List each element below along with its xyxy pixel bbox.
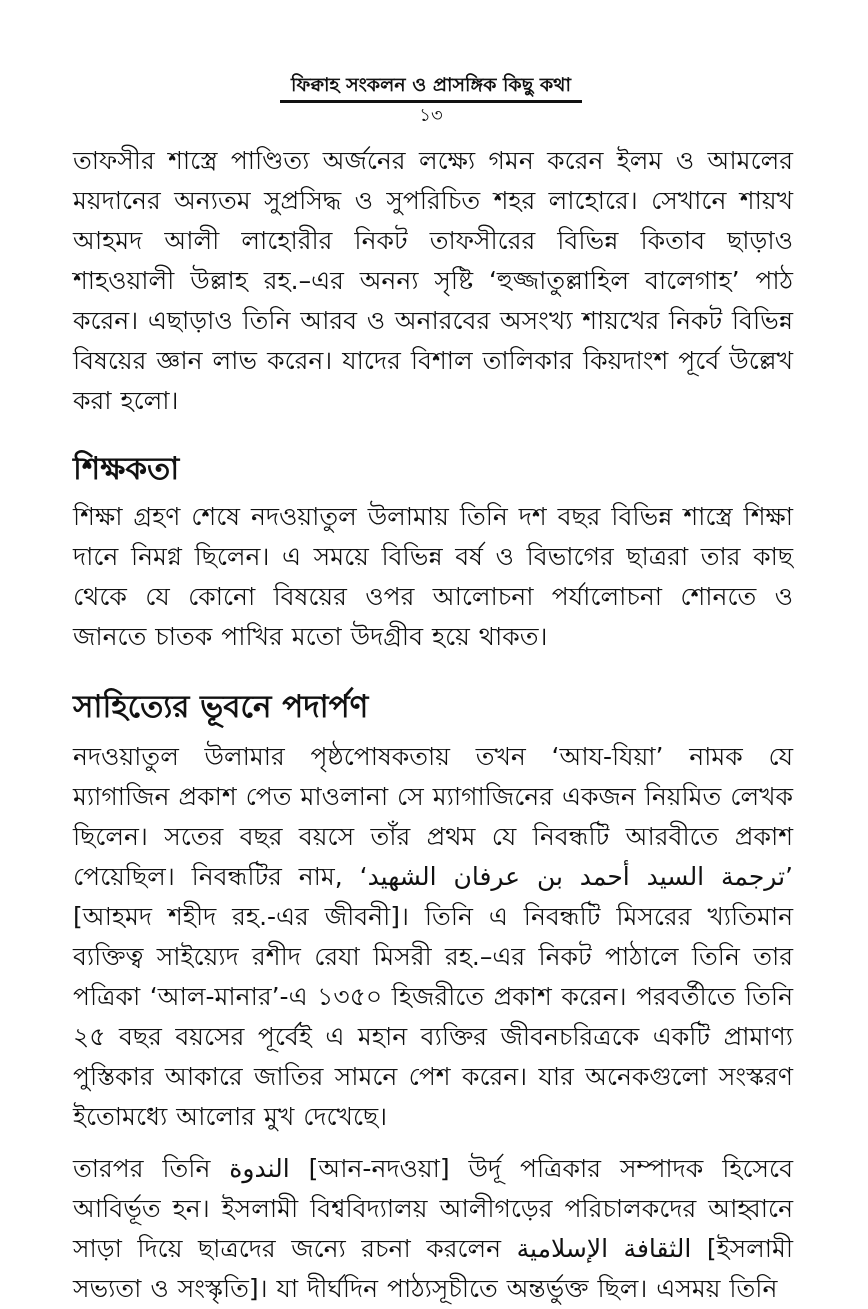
paragraph-tafsir-study: তাফসীর শাস্ত্রে পাণ্ডিত্য অর্জনের লক্ষ্যে গমন করেন ইলম ও আমলের ময়দানের অন্যতম সুপ্রসিদ্ধ ও সুপরিচিত শহর লাহোরে। সেখানে শায়খ আহমদ আলী লাহোরীর নিকট তাফসীরের বিভিন্ন কিতাব ছাড়াও শাহওয়ালী উল্লাহ রহ.–এর অনন্য সৃষ্টি ‘হুজ্জাতুল্লাহিল বালেগাহ’ পাঠ করেন। এছাড়াও তিনি আরব ও অনারবের অসংখ্য শায়খের নিকট বিভিন্ন বিষয়ের জ্ঞান লাভ করেন। যাদের বিশাল তালিকার কিয়দাংশ পূর্বে উল্লেখ করা হলো। — [73, 146, 793, 415]
section-heading-teaching: শিক্ষকতা — [73, 451, 180, 487]
running-title: ফিক্বাহ সংকলন ও প্রাসঙ্গিক কিছু কথা — [291, 74, 571, 96]
page-body — [73, 141, 793, 1309]
paragraph-literature: নদওয়াতুল উলামার পৃষ্ঠপোষকতায় তখন ‘আয-যিয়া’ নামক যে ম্যাগাজিন প্রকাশ পেত মাওলানা সে ম্যাগাজিনের একজন নিয়মিত লেখক ছিলেন। সতের বছর বয়সে তাঁর প্রথম যে নিবন্ধটি আরবীতে প্রকাশ পেয়েছিল। নিবন্ধটির নাম, ‘ترجمة السيد أحمد بن عرفان الشهيد’ [আহমদ শহীদ রহ.-এর জীবনী]। তিনি এ নিবন্ধটি মিসরের খ্যতিমান ব্যক্তিত্ব সাইয়্যেদ রশীদ রেযা মিসরী রহ.–এর নিকট পাঠালে তিনি তার পত্রিকা ‘আল-মানার’-এ ১৩৫০ হিজরীতে প্রকাশ করেন। পরবর্তীতে তিনি ২৫ বছর বয়সের পূর্বেই এ মহান ব্যক্তির জীবনচরিত্রকে একটি প্রামাণ্য পুস্তিকার আকারে জাতির সামনে পেশ করেন। যার অনেকগুলো সংস্করণ ইতোমধ্যে আলোর মুখ দেখেছে। — [73, 742, 793, 1131]
paragraph-editorship: তারপর তিনি الندوة [আন-নদওয়া] উর্দূ পত্রিকার সম্পাদক হিসেবে আবির্ভূত হন। ইসলামী বিশ্ববিদ্যালয় আলীগড়ের পরিচালকদের আহ্বানে সাড়া দিয়ে ছাত্রদের জন্যে রচনা করলেন الثقافة الإسلامية [ইসলামী সভ্যতা ও সংস্কৃতি]। যা দীর্ঘদিন পাঠ্যসূচীতে অন্তর্ভুক্ত ছিল। এসময় তিনি — [73, 1154, 794, 1303]
header-rule — [280, 100, 582, 103]
running-header — [280, 72, 582, 127]
paragraph-teaching: শিক্ষা গ্রহণ শেষে নদওয়াতুল উলামায় তিনি দশ বছর বিভিন্ন শাস্ত্রে শিক্ষা দানে নিমগ্ন ছিলেন। এ সময়ে বিভিন্ন বর্ষ ও বিভাগের ছাত্ররা তার কাছ থেকে যে কোনো বিষয়ের ওপর আলোচনা পর্যালোচনা শোনতে ও জানতে চাতক পাখির মতো উদগ্রীব হয়ে থাকত। — [73, 502, 793, 651]
section-heading-literature: সাহিত্যের ভূবনে পদার্পণ — [73, 689, 369, 725]
page-number: ১৩ — [419, 105, 443, 126]
